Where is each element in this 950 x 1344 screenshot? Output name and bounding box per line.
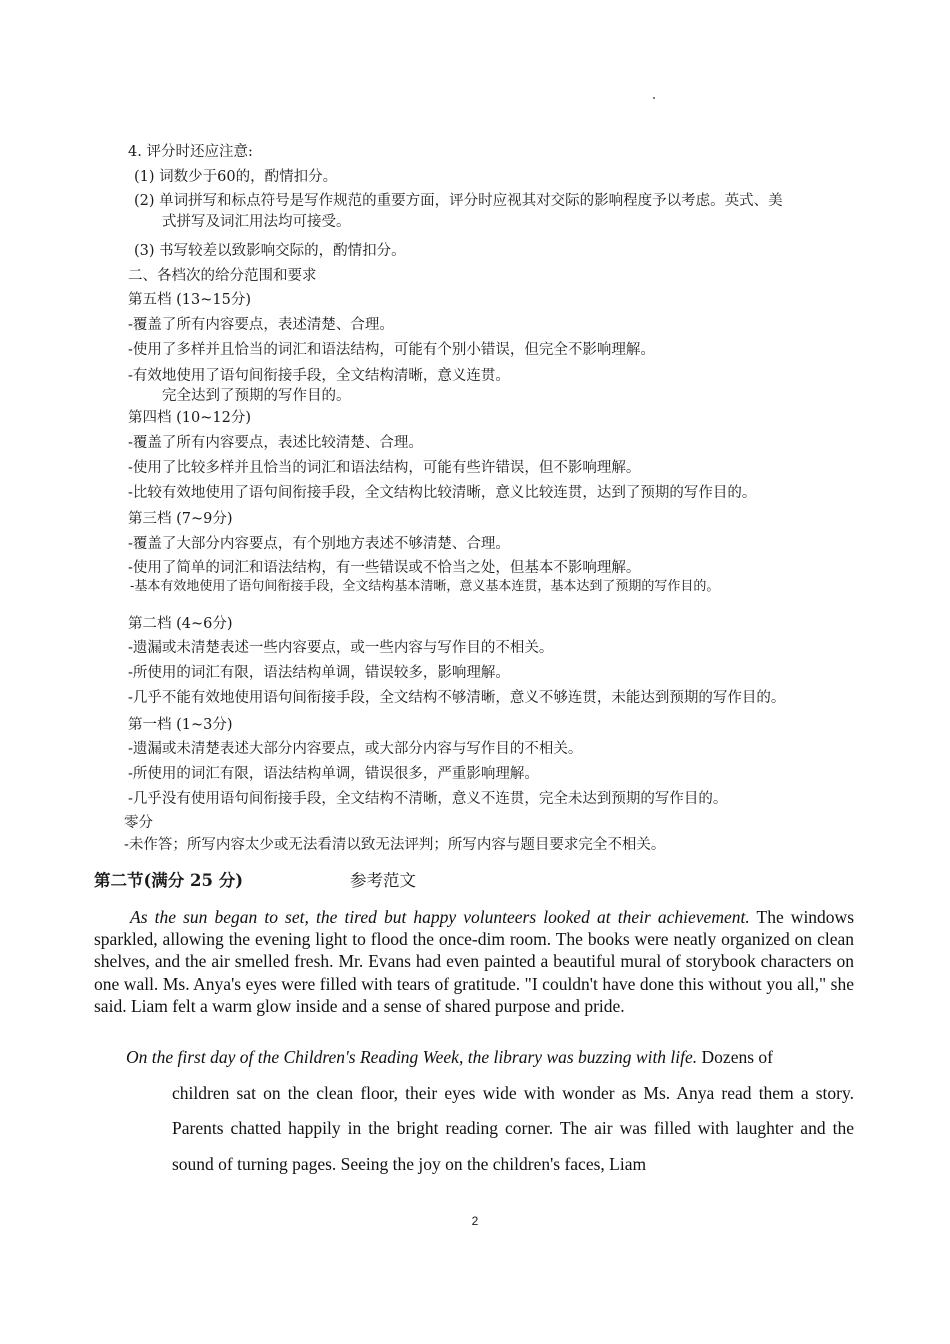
rubric-line: -遗漏或未清楚表述一些内容要点，或一些内容与写作目的不相关。 (128, 640, 554, 656)
rubric-line: -覆盖了大部分内容要点，有个别地方表述不够清楚、合理。 (128, 536, 510, 552)
rubric-line: -所使用的词汇有限，语法结构单调，错误很多，严重影响理解。 (128, 766, 539, 782)
section-heading: 第二节(满分 25 分) (94, 871, 244, 890)
rubric-line: (1) 词数少于60的，酌情扣分。 (134, 169, 338, 185)
rubric-line: -有效地使用了语句间衔接手段，全文结构清晰，意义连贯。 (128, 368, 510, 384)
rubric-line: 第四档 (10~12分) (128, 410, 251, 426)
rubric-line: -几乎不能有效地使用语句间衔接手段，全文结构不够清晰，意义不够连贯，未能达到预期的写作目的。 (128, 690, 786, 706)
essay-p2-body: children sat on the clean floor, their eyes wide with wonder as Ms. Anya read them a story. Parents chatted happily in the bright reading corner. The air was filled with laughter and the sound of turning pages. Seeing the joy on the children's faces, Liam (172, 1082, 854, 1174)
essay-paragraph-1 (94, 906, 854, 1017)
rubric-line: (2) 单词拼写和标点符号是写作规范的重要方面，评分时应视其对交际的影响程度予以考虑。英式、美 (134, 193, 783, 209)
rubric-line: -使用了多样并且恰当的词汇和语法结构，可能有个别小错误，但完全不影响理解。 (128, 342, 655, 358)
rubric-line: 第三档 (7~9分) (128, 511, 233, 527)
rubric-line: -所使用的词汇有限，语法结构单调，错误较多，影响理解。 (128, 665, 510, 681)
essay-p2-first-tail: Dozens of (697, 1047, 773, 1067)
essay-p1-body: The windows sparkled, allowing the evening light to flood the once-dim room. The books were neatly organized on clean shelves, and the air smelled fresh. Mr. Evans had even painted a beautiful mural of storybook characters on one wall. Ms. Anya's eyes were filled with tears of gratitude. "I couldn't have done this without you all," she said. Liam felt a warm glow inside and a sense of shared purpose and pride. (94, 907, 855, 1016)
rubric-line: -使用了简单的词汇和语法结构，有一些错误或不恰当之处，但基本不影响理解。 (128, 560, 641, 576)
rubric-line: -覆盖了所有内容要点，表述比较清楚、合理。 (128, 435, 423, 451)
rubric-line: 第二档 (4~6分) (128, 616, 233, 632)
rubric-line: 式拼写及词汇用法均可接受。 (162, 214, 351, 230)
essay-p2-first-line (94, 1040, 854, 1076)
rubric-line: -遗漏或未清楚表述大部分内容要点，或大部分内容与写作目的不相关。 (128, 741, 583, 757)
rubric-line: -未作答；所写内容太少或无法看清以致无法评判；所写内容与题目要求完全不相关。 (124, 837, 666, 853)
rubric-line: -几乎没有使用语句间衔接手段，全文结构不清晰，意义不连贯，完全未达到预期的写作目的。 (128, 791, 728, 807)
reference-essay-label: 参考范文 (350, 871, 416, 890)
essay-p2-opening: On the first day of the Children's Reading Week, the library was buzzing with life. (126, 1047, 698, 1067)
rubric-line: 完全达到了预期的写作目的。 (162, 388, 351, 404)
rubric-line: 第五档 (13~15分) (128, 292, 251, 308)
rubric-line: -使用了比较多样并且恰当的词汇和语法结构，可能有些许错误，但不影响理解。 (128, 460, 641, 476)
rubric-line: -覆盖了所有内容要点，表述清楚、合理。 (128, 317, 394, 333)
scan-speck (653, 97, 655, 99)
essay-paragraph-2 (94, 1040, 854, 1182)
rubric-line: -基本有效地使用了语句间衔接手段，全文结构基本清晰，意义基本连贯，基本达到了预期的写作目的。 (130, 579, 720, 594)
rubric-line: 4. 评分时还应注意: (128, 144, 253, 160)
rubric-line: 第一档 (1~3分) (128, 717, 233, 733)
rubric-line: (3) 书写较差以致影响交际的，酌情扣分。 (134, 243, 406, 259)
rubric-line: -比较有效地使用了语句间衔接手段，全文结构比较清晰，意义比较连贯，达到了预期的写作目的。 (128, 485, 757, 501)
essay-p1-opening: As the sun began to set, the tired but happy volunteers looked at their achievement. (130, 907, 750, 927)
page-number: 2 (471, 1214, 479, 1228)
rubric-line: 二、各档次的给分范围和要求 (128, 268, 317, 284)
rubric-line: 零分 (124, 815, 153, 831)
